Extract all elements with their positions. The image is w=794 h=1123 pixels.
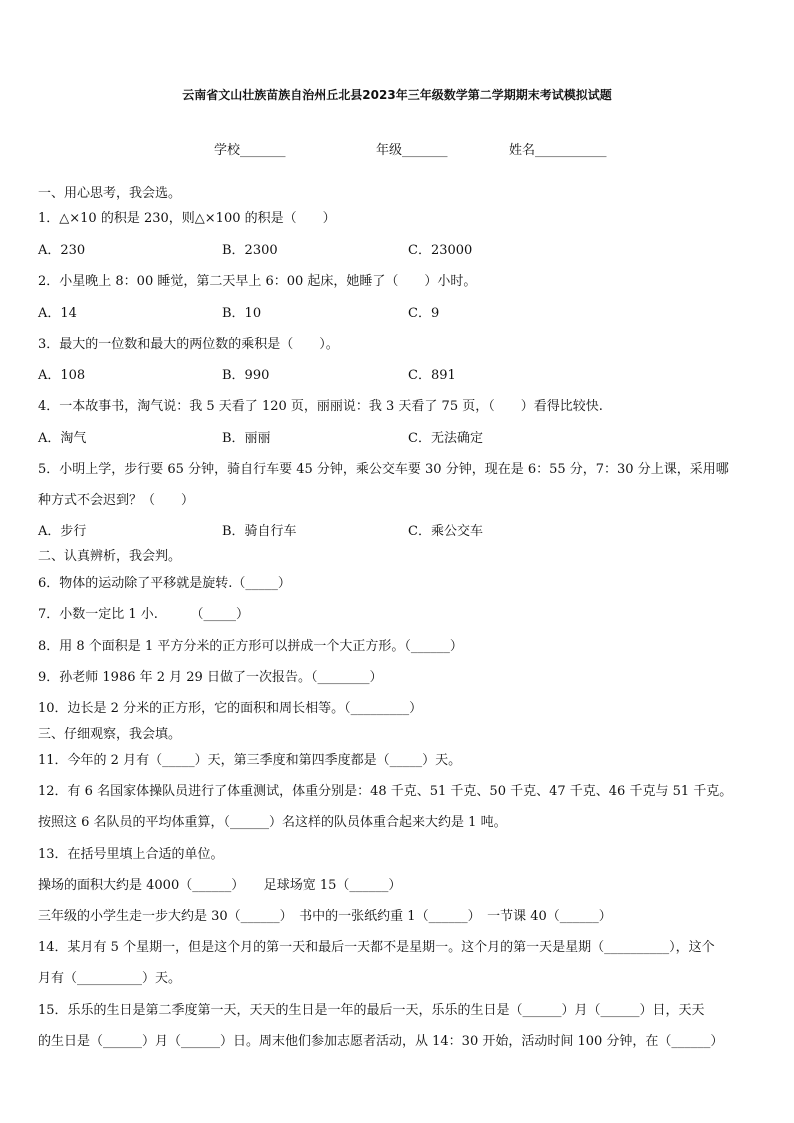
question-6: 6．物体的运动除了平移就是旋转.（_____） <box>38 576 291 591</box>
q1-option-a: A．230 <box>38 243 86 258</box>
question-13-line-1: 13．在括号里填上合适的单位。 <box>38 847 224 862</box>
grade-field: 年级_______ <box>376 143 448 158</box>
exam-title: 云南省文山壮族苗族自治州丘北县2023年三年级数学第二学期期末考试模拟试题 <box>182 88 612 102</box>
q4-option-a: A．淘气 <box>38 431 87 446</box>
q4-option-c: C．无法确定 <box>408 431 483 446</box>
question-4: 4．一本故事书，淘气说：我 5 天看了 120 页，丽丽说：我 3 天看了 75 页，（ ）看得比较快. <box>38 399 603 414</box>
section-heading-2: 二、认真辨析，我会判。 <box>38 549 182 564</box>
question-2: 2．小星晚上 8：00 睡觉，第二天早上 6：00 起床，她睡了（ ）小时。 <box>38 274 477 289</box>
q1-option-b: B．2300 <box>222 243 278 258</box>
q4-option-b: B．丽丽 <box>222 431 271 446</box>
question-11: 11．今年的 2 月有（_____）天，第三季度和第四季度都是（_____）天。 <box>38 753 462 768</box>
q5-option-a: A．步行 <box>38 524 87 539</box>
question-15-line-1: 15．乐乐的生日是第二季度第一天，天天的生日是一年的最后一天，乐乐的生日是（______）月（______）日，天天 <box>38 1003 705 1018</box>
question-1: 1．△×10 的积是 230，则△×100 的积是（ ） <box>38 211 336 226</box>
section-heading-1: 一、用心思考，我会选。 <box>38 186 182 201</box>
q3-option-b: B．990 <box>222 368 270 383</box>
question-7: 7．小数一定比 1 小. （_____） <box>38 607 249 622</box>
q5-option-b: B．骑自行车 <box>222 524 297 539</box>
question-9: 9．孙老师 1986 年 2 月 29 日做了一次报告。（________） <box>38 670 383 685</box>
question-10: 10．边长是 2 分米的正方形，它的面积和周长相等。（_________） <box>38 701 423 716</box>
q2-option-c: C．9 <box>408 306 440 321</box>
question-14-line-2: 月有（__________）天。 <box>38 971 182 986</box>
question-14-line-1: 14．某月有 5 个星期一，但是这个月的第一天和最后一天都不是星期一。这个月的第一天是星期（__________），这个 <box>38 940 715 955</box>
q2-option-a: A．14 <box>38 306 77 321</box>
q2-option-b: B．10 <box>222 306 262 321</box>
question-5-line-1: 5．小明上学，步行要 65 分钟，骑自行车要 45 分钟，乘公交车要 30 分钟，现在是 6：55 分，7：30 分上课，采用哪 <box>38 462 729 477</box>
q3-option-c: C．891 <box>408 368 456 383</box>
question-8: 8．用 8 个面积是 1 平方分米的正方形可以拼成一个大正方形。（______） <box>38 639 463 654</box>
question-12-line-2: 按照这 6 名队员的平均体重算，（______）名这样的队员体重合起来大约是 1 吨。 <box>38 815 507 830</box>
q3-option-a: A．108 <box>38 368 86 383</box>
q1-option-c: C．23000 <box>408 243 473 258</box>
question-3: 3．最大的一位数和最大的两位数的乘积是（ ）。 <box>38 337 339 352</box>
question-13-line-3: 三年级的小学生走一步大约是 30（______） 书中的一张纸约重 1（______） 一节课 40（______） <box>38 909 612 924</box>
name-field: 姓名___________ <box>509 143 607 158</box>
question-5-line-2: 种方式不会迟到？（ ） <box>38 493 195 508</box>
question-15-line-2: 的生日是（______）月（______）日。周末他们参加志愿者活动，从 14：30 开始，活动时间 100 分钟，在（______） <box>38 1034 724 1049</box>
q5-option-c: C．乘公交车 <box>408 524 483 539</box>
question-12-line-1: 12．有 6 名国家体操队员进行了体重测试，体重分别是：48 千克、51 千克、50 千克、47 千克、46 千克与 51 千克。 <box>38 784 733 799</box>
school-field: 学校_______ <box>214 143 286 158</box>
section-heading-3: 三、仔细观察，我会填。 <box>38 727 182 742</box>
question-13-line-2: 操场的面积大约是 4000（______） 足球场宽 15（______） <box>38 878 402 893</box>
